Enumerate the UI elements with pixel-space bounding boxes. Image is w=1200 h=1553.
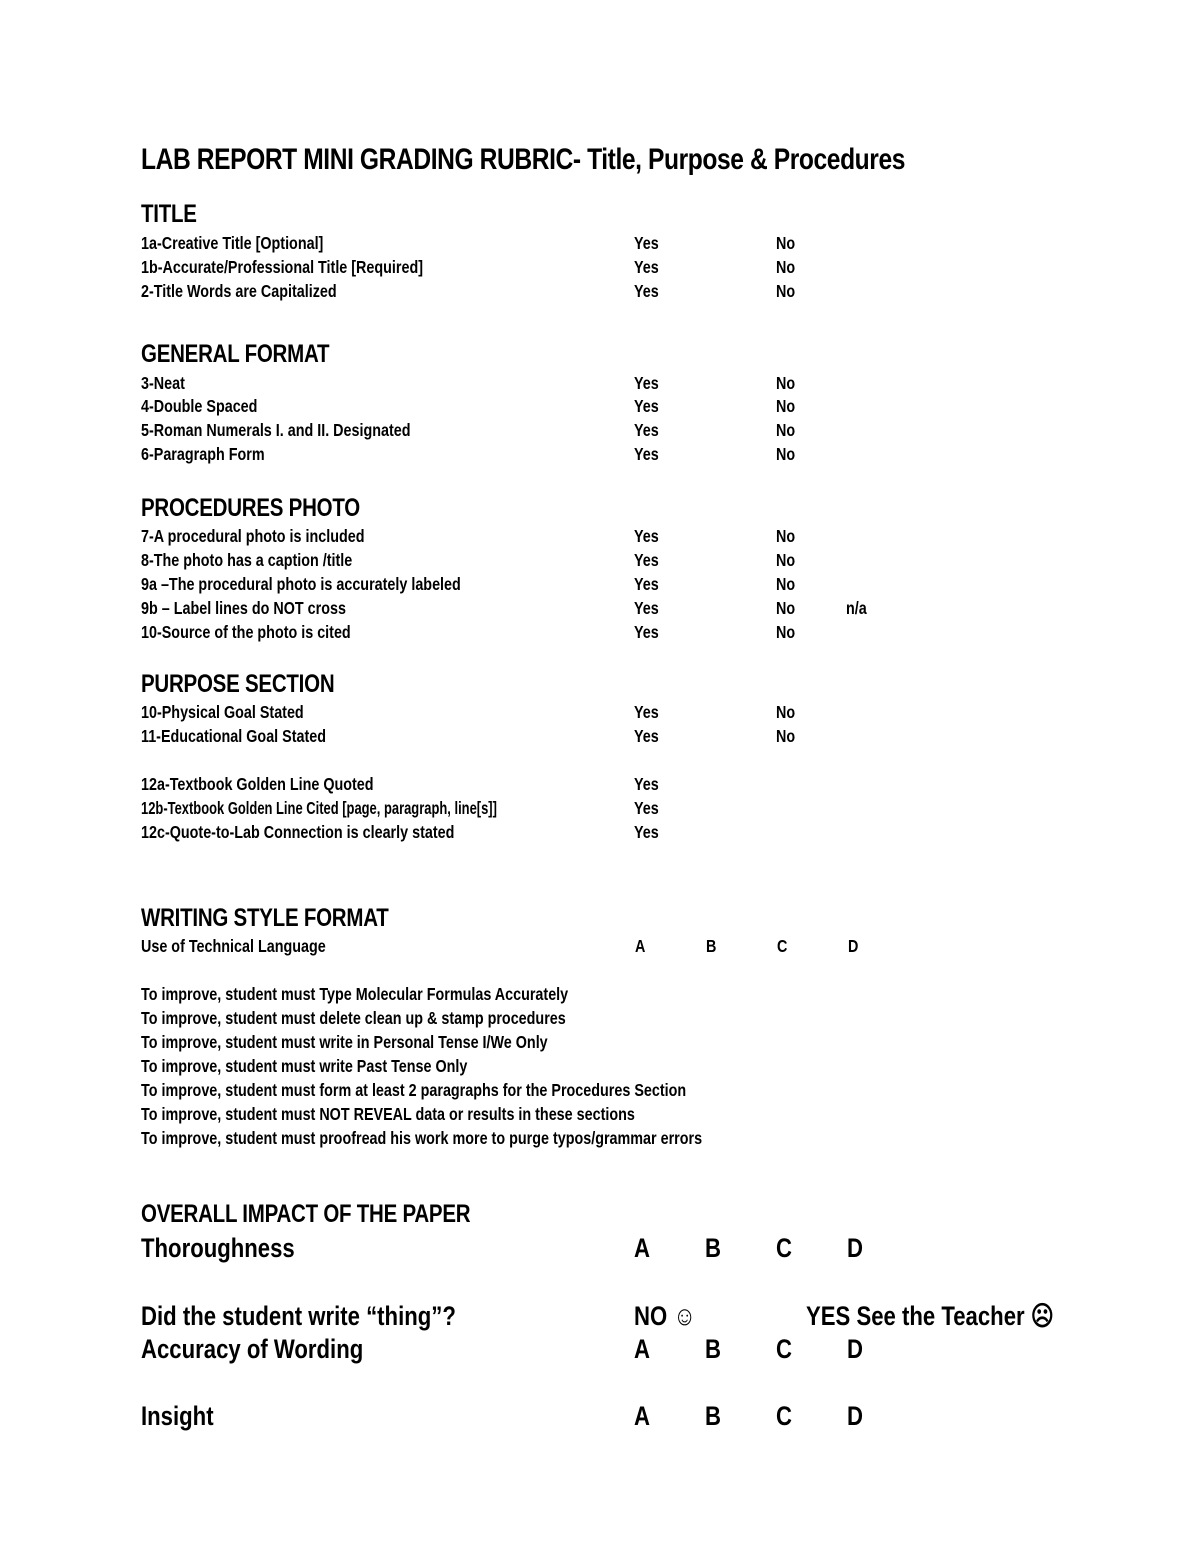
rubric-label: 8-The photo has a caption /title [141,550,353,570]
section-heading-procedures-photo: PROCEDURES PHOTO [141,494,360,522]
page-title: LAB REPORT MINI GRADING RUBRIC- Title, Purpose & Procedures [141,143,906,176]
rubric-label: 10-Physical Goal Stated [141,702,304,722]
no-option[interactable]: No [776,526,796,546]
rubric-label: 5-Roman Numerals I. and II. Designated [141,420,411,440]
grade-d-option[interactable]: D [847,1401,863,1431]
improvement-item: To improve, student must Type Molecular Formulas Accurately [141,984,569,1004]
grade-b-option[interactable]: B [706,936,717,956]
grade-b-option[interactable]: B [705,1334,721,1364]
rubric-label: 11-Educational Goal Stated [141,726,327,746]
grade-b-option[interactable]: B [705,1233,721,1263]
yes-option[interactable]: Yes [634,798,659,818]
yes-option[interactable]: Yes [634,726,659,746]
rubric-label: Insight [141,1401,214,1431]
no-option[interactable]: No [776,444,796,464]
grade-c-option[interactable]: C [776,1401,792,1431]
yes-option[interactable]: Yes [634,550,659,570]
improvement-item: To improve, student must form at least 2 paragraphs for the Procedures Section [141,1080,687,1100]
grade-d-option[interactable]: D [848,936,859,956]
yes-option[interactable]: Yes [634,373,659,393]
grade-c-option[interactable]: C [777,936,788,956]
no-option[interactable]: No [776,702,796,722]
rubric-label: 9a –The procedural photo is accurately labeled [141,574,461,594]
no-option[interactable]: No [776,420,796,440]
no-option[interactable]: No [776,396,796,416]
section-heading-general-format: GENERAL FORMAT [141,340,330,368]
rubric-label: 1a-Creative Title [Optional] [141,233,324,253]
grade-d-option[interactable]: D [847,1233,863,1263]
grade-c-option[interactable]: C [776,1334,792,1364]
improvement-item: To improve, student must write in Personal Tense I/We Only [141,1032,548,1052]
section-heading-purpose: PURPOSE SECTION [141,670,335,698]
yes-option[interactable]: Yes [634,622,659,642]
improvement-item: To improve, student must proofread his work more to purge typos/grammar errors [141,1128,703,1148]
yes-option[interactable]: Yes [634,598,659,618]
grade-c-option[interactable]: C [776,1233,792,1263]
yes-option[interactable]: Yes [634,822,659,842]
rubric-label: Thoroughness [141,1233,295,1263]
no-option[interactable]: No [776,373,796,393]
section-heading-writing-style: WRITING STYLE FORMAT [141,904,389,932]
section-heading-title: TITLE [141,200,197,228]
no-option[interactable]: No [776,550,796,570]
yes-option[interactable]: Yes [634,444,659,464]
yes-option[interactable]: Yes [634,233,659,253]
grade-a-option[interactable]: A [635,936,646,956]
grade-b-option[interactable]: B [705,1401,721,1431]
no-option[interactable]: No [776,598,796,618]
grade-a-option[interactable]: A [634,1233,650,1263]
section-heading-overall-impact: OVERALL IMPACT OF THE PAPER [141,1200,471,1228]
yes-option[interactable]: Yes [634,281,659,301]
no-option[interactable]: NO ☺ [634,1301,696,1331]
rubric-label: 12b-Textbook Golden Line Cited [page, paragraph, line[s]] [141,798,497,818]
improvement-item: To improve, student must NOT REVEAL data or results in these sections [141,1104,635,1124]
no-option[interactable]: No [776,574,796,594]
yes-option[interactable]: Yes [634,396,659,416]
grade-a-option[interactable]: A [634,1334,650,1364]
grade-d-option[interactable]: D [847,1334,863,1364]
yes-option[interactable]: Yes [634,257,659,277]
rubric-label: 6-Paragraph Form [141,444,265,464]
no-option[interactable]: No [776,622,796,642]
rubric-label: Accuracy of Wording [141,1334,364,1364]
rubric-label: Use of Technical Language [141,936,326,956]
no-option[interactable]: No [776,257,796,277]
rubric-label: 7-A procedural photo is included [141,526,365,546]
no-option[interactable]: No [776,281,796,301]
rubric-label: 1b-Accurate/Professional Title [Required] [141,257,424,277]
improvement-item: To improve, student must delete clean up & stamp procedures [141,1008,566,1028]
rubric-label: 4-Double Spaced [141,396,258,416]
rubric-label: 12a-Textbook Golden Line Quoted [141,774,374,794]
rubric-label: 12c-Quote-to-Lab Connection is clearly stated [141,822,455,842]
no-option[interactable]: No [776,726,796,746]
yes-option[interactable]: Yes [634,574,659,594]
improvement-item: To improve, student must write Past Tense Only [141,1056,468,1076]
rubric-label: 2-Title Words are Capitalized [141,281,337,301]
rubric-label: 10-Source of the photo is cited [141,622,351,642]
yes-option[interactable]: Yes [634,420,659,440]
na-option[interactable]: n/a [846,598,867,618]
yes-see-teacher-option[interactable]: YES See the Teacher ☹ [806,1301,1054,1331]
rubric-label: 9b – Label lines do NOT cross [141,598,346,618]
rubric-label: Did the student write “thing”? [141,1301,456,1331]
yes-option[interactable]: Yes [634,526,659,546]
yes-option[interactable]: Yes [634,774,659,794]
yes-option[interactable]: Yes [634,702,659,722]
grade-a-option[interactable]: A [634,1401,650,1431]
no-option[interactable]: No [776,233,796,253]
rubric-label: 3-Neat [141,373,185,393]
